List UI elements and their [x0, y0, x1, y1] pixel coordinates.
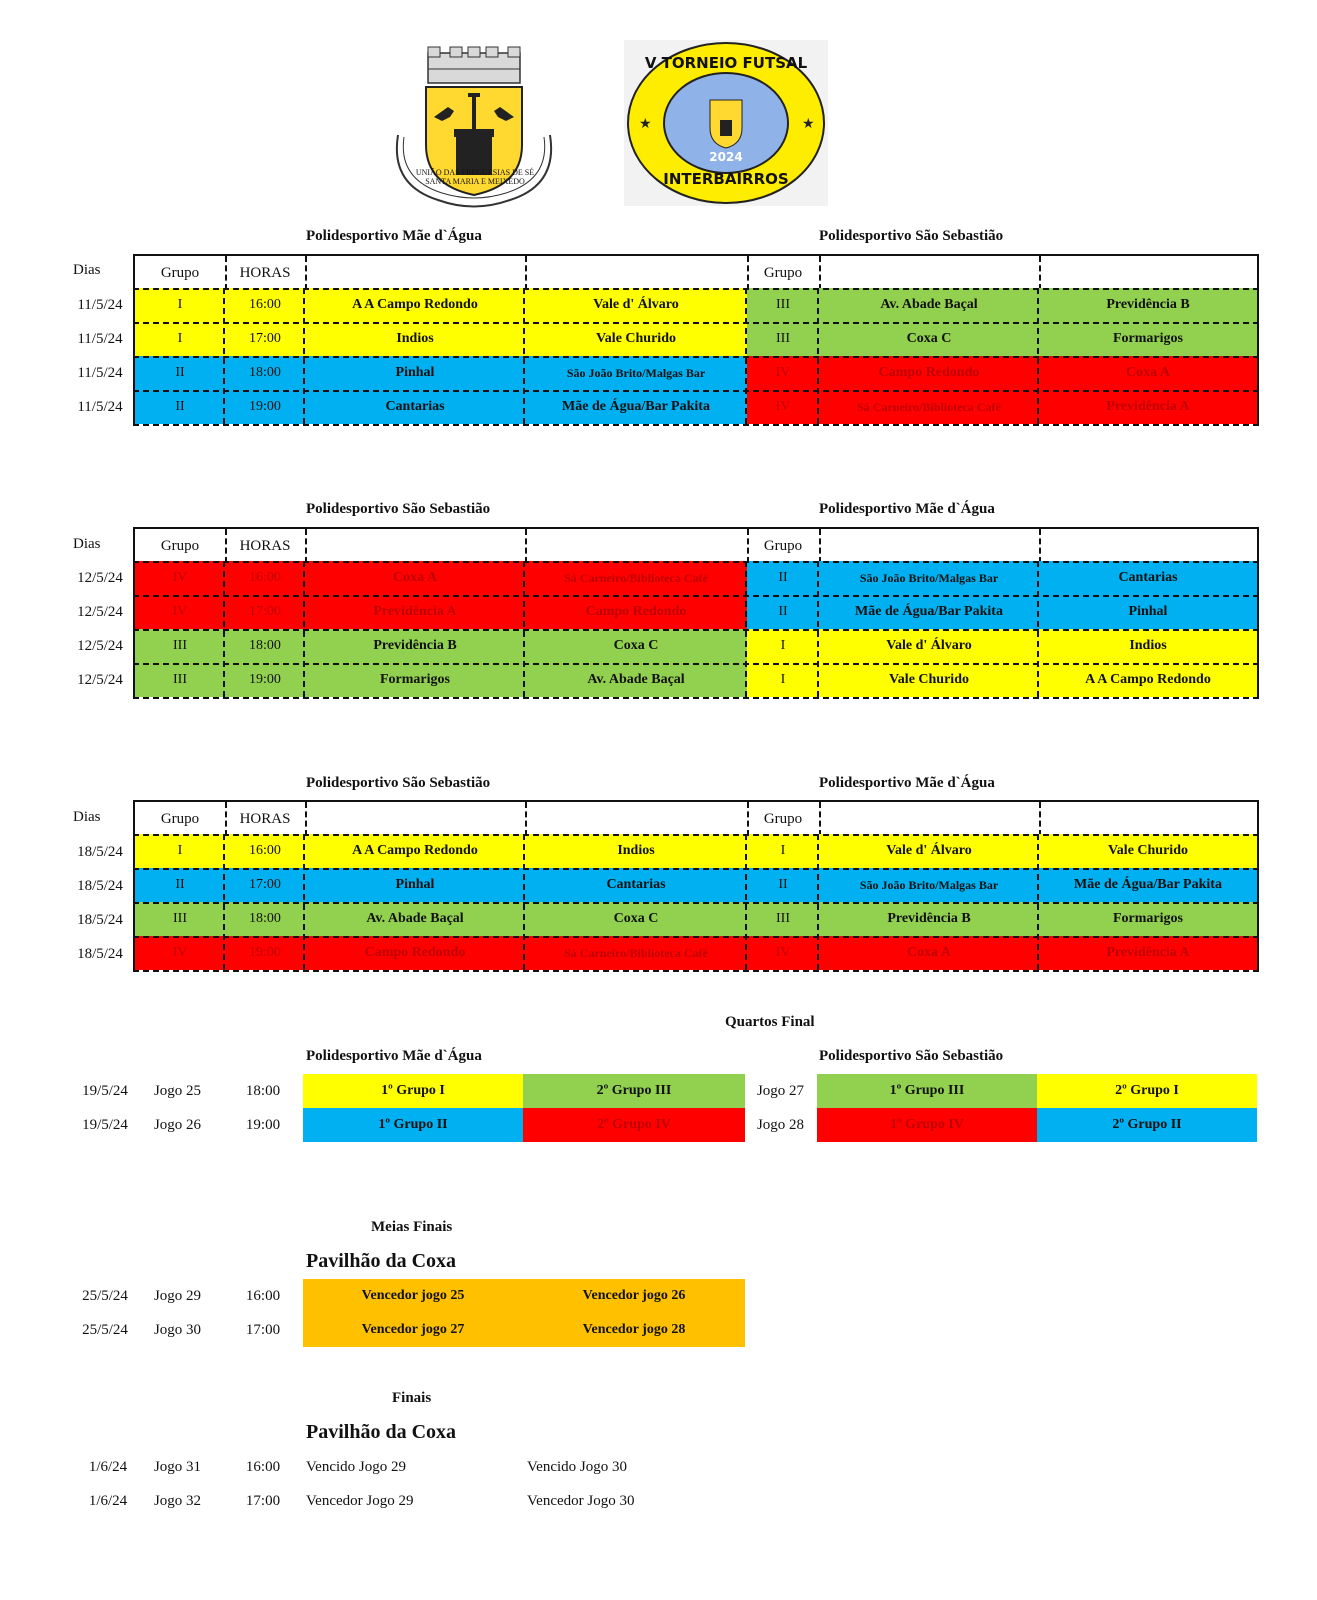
home-team: Previdência A — [305, 595, 525, 629]
home-team: A A Campo Redondo — [305, 834, 525, 868]
day-cell: 18/5/24 — [77, 946, 123, 962]
away-team: Sá Carneiro/Biblioteca Café — [525, 561, 747, 595]
venue-right-title: Polidesportivo Mãe d`Água — [819, 501, 995, 517]
away-team: Formarigos — [1039, 322, 1257, 356]
hour-cell: 19:00 — [225, 936, 305, 970]
group-cell: IV — [135, 595, 225, 629]
schedule-table — [133, 254, 1259, 426]
divider — [525, 256, 527, 290]
group-cell: I — [135, 322, 225, 356]
home-team: Coxa C — [819, 322, 1039, 356]
day-cell: 11/5/24 — [77, 297, 123, 313]
day-cell: 19/5/24 — [82, 1117, 128, 1133]
table-row — [133, 868, 1259, 902]
hour-cell: 18:00 — [225, 629, 305, 663]
finals-title: Finais — [392, 1390, 432, 1406]
table-row — [133, 322, 1259, 356]
away-team: Pinhal — [1039, 595, 1257, 629]
away-team: Vencedor jogo 26 — [523, 1279, 745, 1313]
schedule-table — [133, 800, 1259, 972]
away-team: 2º Grupo II — [1037, 1108, 1257, 1142]
horas-header: HORAS — [239, 538, 291, 554]
away-team: A A Campo Redondo — [1039, 663, 1257, 697]
away-team: Sá Carneiro/Biblioteca Café — [525, 936, 747, 970]
home-team: Coxa A — [305, 561, 525, 595]
day-cell: 18/5/24 — [77, 878, 123, 894]
hour-cell: 17:00 — [225, 322, 305, 356]
day-cell: 18/5/24 — [77, 844, 123, 860]
dias-label: Dias — [73, 262, 101, 278]
group-cell: II — [135, 356, 225, 390]
group-cell: III — [135, 629, 225, 663]
hour-cell: 16:00 — [225, 834, 305, 868]
home-team: Campo Redondo — [819, 356, 1039, 390]
venue-right-title: Polidesportivo Mãe d`Água — [819, 775, 995, 791]
quarter-finals-title: Quartos Final — [725, 1014, 815, 1030]
hour-cell: 18:00 — [225, 902, 305, 936]
home-team: Pinhal — [305, 868, 525, 902]
tournament-logo-top-text: V TORNEIO FUTSAL — [644, 54, 808, 72]
day-cell: 18/5/24 — [77, 912, 123, 928]
hour-cell: 16:00 — [245, 1459, 281, 1475]
group-cell: IV — [747, 936, 819, 970]
hour-cell: 17:00 — [245, 1493, 281, 1509]
away-team: Vale d' Álvaro — [525, 288, 747, 322]
divider — [747, 256, 749, 290]
day-cell: 25/5/24 — [82, 1322, 128, 1338]
grupo-header: Grupo — [160, 265, 200, 281]
away-team: Indios — [525, 834, 747, 868]
tournament-logo-bottom-text: INTERBAIRROS — [663, 170, 789, 188]
away-team: Vencedor Jogo 30 — [527, 1493, 635, 1509]
hour-cell: 19:00 — [225, 390, 305, 424]
group-cell: III — [747, 288, 819, 322]
venue-left-title: Polidesportivo São Sebastião — [306, 775, 491, 791]
home-team: Mãe de Água/Bar Pakita — [819, 595, 1039, 629]
home-team: Cantarias — [305, 390, 525, 424]
hour-cell: 18:00 — [225, 356, 305, 390]
hour-cell: 16:00 — [225, 561, 305, 595]
home-team: 1º Grupo IV — [817, 1108, 1037, 1142]
home-team: Vencido Jogo 29 — [306, 1459, 406, 1475]
home-team: Av. Abade Baçal — [819, 288, 1039, 322]
away-team: Mãe de Água/Bar Pakita — [1039, 868, 1257, 902]
dias-label: Dias — [73, 536, 101, 552]
svg-text:★: ★ — [639, 117, 652, 132]
day-cell: 12/5/24 — [77, 638, 123, 654]
away-team: 2º Grupo III — [523, 1074, 745, 1108]
semi-finals-venue: Pavilhão da Coxa — [306, 1250, 457, 1272]
grupo-header: Grupo — [763, 265, 803, 281]
away-team: Formarigos — [1039, 902, 1257, 936]
home-team: 1º Grupo II — [303, 1108, 523, 1142]
day-cell: 11/5/24 — [77, 331, 123, 347]
group-cell: II — [747, 595, 819, 629]
schedule-table — [133, 527, 1259, 699]
away-team: Av. Abade Baçal — [525, 663, 747, 697]
table-row — [133, 936, 1259, 970]
away-team: Previdência B — [1039, 288, 1257, 322]
group-cell: III — [135, 902, 225, 936]
home-team: Sá Carneiro/Biblioteca Café — [819, 390, 1039, 424]
hour-cell: 18:00 — [245, 1083, 281, 1099]
group-cell: I — [135, 288, 225, 322]
day-cell: 11/5/24 — [77, 399, 123, 415]
venue-left-title: Polidesportivo Mãe d`Água — [306, 1048, 482, 1064]
game-number: Jogo 32 — [153, 1493, 202, 1509]
table-header — [133, 527, 1259, 561]
horas-header: HORAS — [239, 811, 291, 827]
home-team: Vencedor Jogo 29 — [306, 1493, 414, 1509]
group-cell: IV — [135, 936, 225, 970]
semi-finals-title: Meias Finais — [371, 1219, 453, 1235]
away-team: São João Brito/Malgas Bar — [525, 356, 747, 390]
group-cell: II — [747, 561, 819, 595]
hour-cell: 19:00 — [225, 663, 305, 697]
away-team: Vale Churido — [1039, 834, 1257, 868]
group-cell: I — [135, 834, 225, 868]
home-team: Coxa A — [819, 936, 1039, 970]
group-cell: III — [747, 322, 819, 356]
group-cell: III — [135, 663, 225, 697]
venue-right-title: Polidesportivo São Sebastião — [819, 1048, 1004, 1064]
away-team: Coxa C — [525, 902, 747, 936]
table-row — [133, 390, 1259, 424]
day-cell: 12/5/24 — [77, 604, 123, 620]
group-cell: III — [747, 902, 819, 936]
table-row — [133, 288, 1259, 322]
away-team: Vencedor jogo 28 — [523, 1313, 745, 1347]
table-header — [133, 800, 1259, 834]
group-cell: II — [135, 390, 225, 424]
home-team: Vencedor jogo 27 — [303, 1313, 523, 1347]
game-number: Jogo 25 — [153, 1083, 202, 1099]
game-number: Jogo 30 — [153, 1322, 202, 1338]
day-cell: 25/5/24 — [82, 1288, 128, 1304]
table-row — [133, 595, 1259, 629]
home-team: São João Brito/Malgas Bar — [819, 868, 1039, 902]
home-team: Indios — [305, 322, 525, 356]
tournament-logo-year: 2024 — [709, 150, 743, 164]
home-team: Campo Redondo — [305, 936, 525, 970]
day-cell: 19/5/24 — [82, 1083, 128, 1099]
day-cell: 1/6/24 — [88, 1493, 128, 1509]
home-team: Vale d' Álvaro — [819, 629, 1039, 663]
table-row — [133, 834, 1259, 868]
hour-cell: 16:00 — [225, 288, 305, 322]
home-team: Vale Churido — [819, 663, 1039, 697]
horas-header: HORAS — [239, 265, 291, 281]
away-team: Indios — [1039, 629, 1257, 663]
coat-of-arms-ribbon-text: UNIÃO DAS FREGUESIAS DE SÉ SANTA MARIA E MEIXEDO — [415, 168, 535, 186]
away-team: 2º Grupo I — [1037, 1074, 1257, 1108]
home-team: Vencedor jogo 25 — [303, 1279, 523, 1313]
hour-cell: 17:00 — [245, 1322, 281, 1338]
finals-venue: Pavilhão da Coxa — [306, 1421, 457, 1443]
away-team: Cantarias — [525, 868, 747, 902]
hour-cell: 17:00 — [225, 868, 305, 902]
svg-text:★: ★ — [802, 117, 815, 132]
table-row — [133, 663, 1259, 697]
group-cell: IV — [747, 356, 819, 390]
table-row — [133, 356, 1259, 390]
home-team: A A Campo Redondo — [305, 288, 525, 322]
grupo-header: Grupo — [160, 811, 200, 827]
game-number: Jogo 27 — [756, 1083, 805, 1099]
hour-cell: 17:00 — [225, 595, 305, 629]
away-team: Vale Churido — [525, 322, 747, 356]
home-team: Pinhal — [305, 356, 525, 390]
divider — [305, 256, 307, 290]
group-cell: I — [747, 834, 819, 868]
grupo-header: Grupo — [160, 538, 200, 554]
table-header — [133, 254, 1259, 288]
group-cell: II — [747, 868, 819, 902]
home-team: Vale d' Álvaro — [819, 834, 1039, 868]
grupo-header: Grupo — [763, 538, 803, 554]
group-cell: I — [747, 663, 819, 697]
group-cell: IV — [747, 390, 819, 424]
table-row — [133, 902, 1259, 936]
away-team: Previdência A — [1039, 936, 1257, 970]
group-cell: II — [135, 868, 225, 902]
away-team: Campo Redondo — [525, 595, 747, 629]
away-team: Coxa A — [1039, 356, 1257, 390]
game-number: Jogo 31 — [153, 1459, 202, 1475]
away-team: Coxa C — [525, 629, 747, 663]
day-cell: 12/5/24 — [77, 570, 123, 586]
game-number: Jogo 29 — [153, 1288, 202, 1304]
table-row — [133, 629, 1259, 663]
day-cell: 11/5/24 — [77, 365, 123, 381]
hour-cell: 19:00 — [245, 1117, 281, 1133]
venue-left-title: Polidesportivo São Sebastião — [306, 501, 491, 517]
away-team: Mãe de Água/Bar Pakita — [525, 390, 747, 424]
group-cell: IV — [135, 561, 225, 595]
away-team: Cantarias — [1039, 561, 1257, 595]
game-number: Jogo 28 — [756, 1117, 805, 1133]
home-team: São João Brito/Malgas Bar — [819, 561, 1039, 595]
divider — [819, 256, 821, 290]
home-team: 1º Grupo I — [303, 1074, 523, 1108]
dias-label: Dias — [73, 809, 101, 825]
venue-right-title: Polidesportivo São Sebastião — [819, 228, 1004, 244]
away-team: 2º Grupo IV — [523, 1108, 745, 1142]
game-number: Jogo 26 — [153, 1117, 202, 1133]
grupo-header: Grupo — [763, 811, 803, 827]
day-cell: 1/6/24 — [88, 1459, 128, 1475]
home-team: Formarigos — [305, 663, 525, 697]
divider — [225, 256, 227, 290]
home-team: Av. Abade Baçal — [305, 902, 525, 936]
home-team: Previdência B — [819, 902, 1039, 936]
home-team: 1º Grupo III — [817, 1074, 1037, 1108]
group-cell: I — [747, 629, 819, 663]
away-team: Previdência A — [1039, 390, 1257, 424]
table-row — [133, 561, 1259, 595]
day-cell: 12/5/24 — [77, 672, 123, 688]
venue-left-title: Polidesportivo Mãe d`Água — [306, 228, 482, 244]
divider — [1039, 256, 1041, 290]
hour-cell: 16:00 — [245, 1288, 281, 1304]
away-team: Vencido Jogo 30 — [527, 1459, 627, 1475]
home-team: Previdência B — [305, 629, 525, 663]
